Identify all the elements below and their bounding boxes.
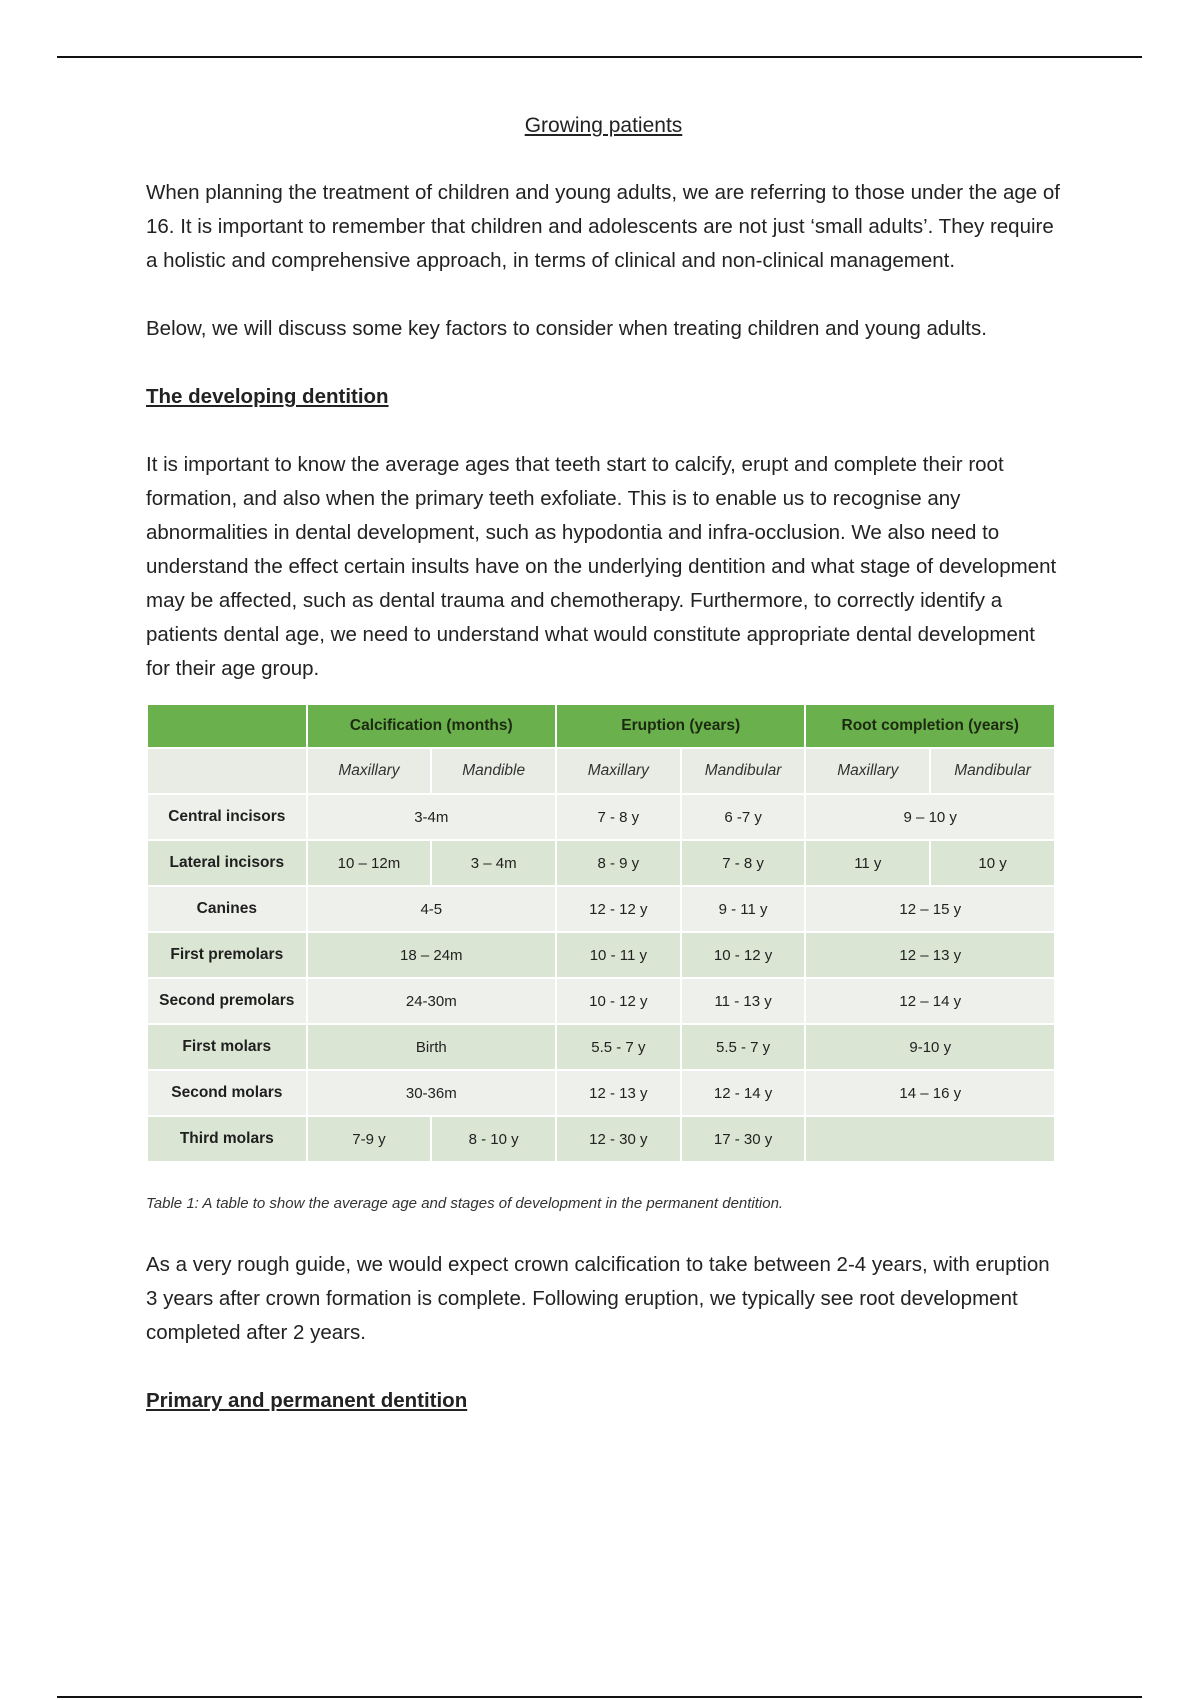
sub-header-root-mandibular: Mandibular	[930, 748, 1055, 794]
eruption-maxillary-cell: 12 - 30 y	[556, 1116, 681, 1162]
calcification-maxillary-cell: 7-9 y	[307, 1116, 432, 1162]
eruption-mandibular-cell: 11 - 13 y	[681, 978, 806, 1024]
header-eruption: Eruption (years)	[556, 704, 805, 748]
eruption-mandibular-cell: 9 - 11 y	[681, 886, 806, 932]
calcification-cell: 30-36m	[307, 1070, 556, 1116]
eruption-mandibular-cell: 17 - 30 y	[681, 1116, 806, 1162]
document-body	[146, 112, 1061, 1452]
table-row	[147, 840, 1055, 886]
row-label: Third molars	[147, 1116, 307, 1162]
eruption-maxillary-cell: 10 - 11 y	[556, 932, 681, 978]
table-group-header-row	[147, 704, 1055, 748]
rough-guide-paragraph: As a very rough guide, we would expect crown calcification to take between 2-4 years, with eruption 3 years after crown formation is complete. Following eruption, we typically see root development completed after 2 years.	[146, 1253, 1050, 1345]
row-label: Lateral incisors	[147, 840, 307, 886]
row-label: First molars	[147, 1024, 307, 1070]
table-corner-cell	[147, 704, 307, 748]
eruption-maxillary-cell: 7 - 8 y	[556, 794, 681, 840]
sub-header-calc-maxillary: Maxillary	[307, 748, 432, 794]
sub-header-blank	[147, 748, 307, 794]
row-label: Central incisors	[147, 794, 307, 840]
eruption-maxillary-cell: 12 - 13 y	[556, 1070, 681, 1116]
root-completion-cell: 9-10 y	[805, 1024, 1055, 1070]
eruption-mandibular-cell: 7 - 8 y	[681, 840, 806, 886]
eruption-mandibular-cell: 10 - 12 y	[681, 932, 806, 978]
root-completion-cell: 12 – 13 y	[805, 932, 1055, 978]
calcification-cell: 18 – 24m	[307, 932, 556, 978]
root-completion-cell: 14 – 16 y	[805, 1070, 1055, 1116]
eruption-maxillary-cell: 5.5 - 7 y	[556, 1024, 681, 1070]
row-label: Canines	[147, 886, 307, 932]
dentition-development-table	[146, 703, 1056, 1163]
sub-header-calc-mandible: Mandible	[431, 748, 556, 794]
calcification-maxillary-cell: 10 – 12m	[307, 840, 432, 886]
sub-header-root-maxillary: Maxillary	[805, 748, 930, 794]
eruption-maxillary-cell: 8 - 9 y	[556, 840, 681, 886]
root-mandibular-cell: 10 y	[930, 840, 1055, 886]
sub-header-erupt-maxillary: Maxillary	[556, 748, 681, 794]
sub-header-erupt-mandibular: Mandibular	[681, 748, 806, 794]
table-row	[147, 1070, 1055, 1116]
eruption-mandibular-cell: 12 - 14 y	[681, 1070, 806, 1116]
section-heading-developing-dentition: The developing dentition	[146, 385, 389, 409]
table-row	[147, 794, 1055, 840]
eruption-maxillary-cell: 12 - 12 y	[556, 886, 681, 932]
table-sub-header-row	[147, 748, 1055, 794]
table-row	[147, 1116, 1055, 1162]
row-label: First premolars	[147, 932, 307, 978]
row-label: Second premolars	[147, 978, 307, 1024]
calcification-cell: 3-4m	[307, 794, 556, 840]
root-completion-cell	[805, 1116, 1055, 1162]
top-rule	[57, 56, 1142, 58]
table-caption: Table 1: A table to show the average age and stages of development in the permanent dentition.	[146, 1195, 784, 1213]
document-title: Growing patients	[524, 114, 683, 137]
root-maxillary-cell: 11 y	[805, 840, 930, 886]
table-row	[147, 1024, 1055, 1070]
root-completion-cell: 9 – 10 y	[805, 794, 1055, 840]
calcification-mandible-cell: 3 – 4m	[431, 840, 556, 886]
eruption-mandibular-cell: 5.5 - 7 y	[681, 1024, 806, 1070]
table-row	[147, 978, 1055, 1024]
section-heading-primary-permanent: Primary and permanent dentition	[146, 1389, 468, 1413]
intro-paragraph-2: Below, we will discuss some key factors to consider when treating children and young adults.	[146, 317, 987, 341]
eruption-maxillary-cell: 10 - 12 y	[556, 978, 681, 1024]
root-completion-cell: 12 – 15 y	[805, 886, 1055, 932]
developing-dentition-paragraph: It is important to know the average ages that teeth start to calcify, erupt and complete their root formation, and also when the primary teeth exfoliate. This is to enable us to recognise any abnormalities in dental development, such as hypodontia and infra-occlusion. We also need to understand the effect certain insults have on the underlying dentition and what stage of development may be affected, such as dental trauma and chemotherapy. Furthermore, to correctly identify a patients dental age, we need to understand what would constitute appropriate dental development for their age group.	[146, 453, 1057, 681]
row-label: Second molars	[147, 1070, 307, 1116]
calcification-cell: Birth	[307, 1024, 556, 1070]
intro-paragraph: When planning the treatment of children and young adults, we are referring to those under the age of 16. It is important to remember that children and adolescents are not just ‘small adults’. They require a holistic and comprehensive approach, in terms of clinical and non-clinical management.	[146, 181, 1060, 273]
eruption-mandibular-cell: 6 -7 y	[681, 794, 806, 840]
calcification-cell: 4-5	[307, 886, 556, 932]
calcification-mandible-cell: 8 - 10 y	[431, 1116, 556, 1162]
bottom-rule	[57, 1696, 1142, 1698]
header-root-completion: Root completion (years)	[805, 704, 1055, 748]
table-row	[147, 932, 1055, 978]
header-calcification: Calcification (months)	[307, 704, 556, 748]
root-completion-cell: 12 – 14 y	[805, 978, 1055, 1024]
calcification-cell: 24-30m	[307, 978, 556, 1024]
table-row	[147, 886, 1055, 932]
